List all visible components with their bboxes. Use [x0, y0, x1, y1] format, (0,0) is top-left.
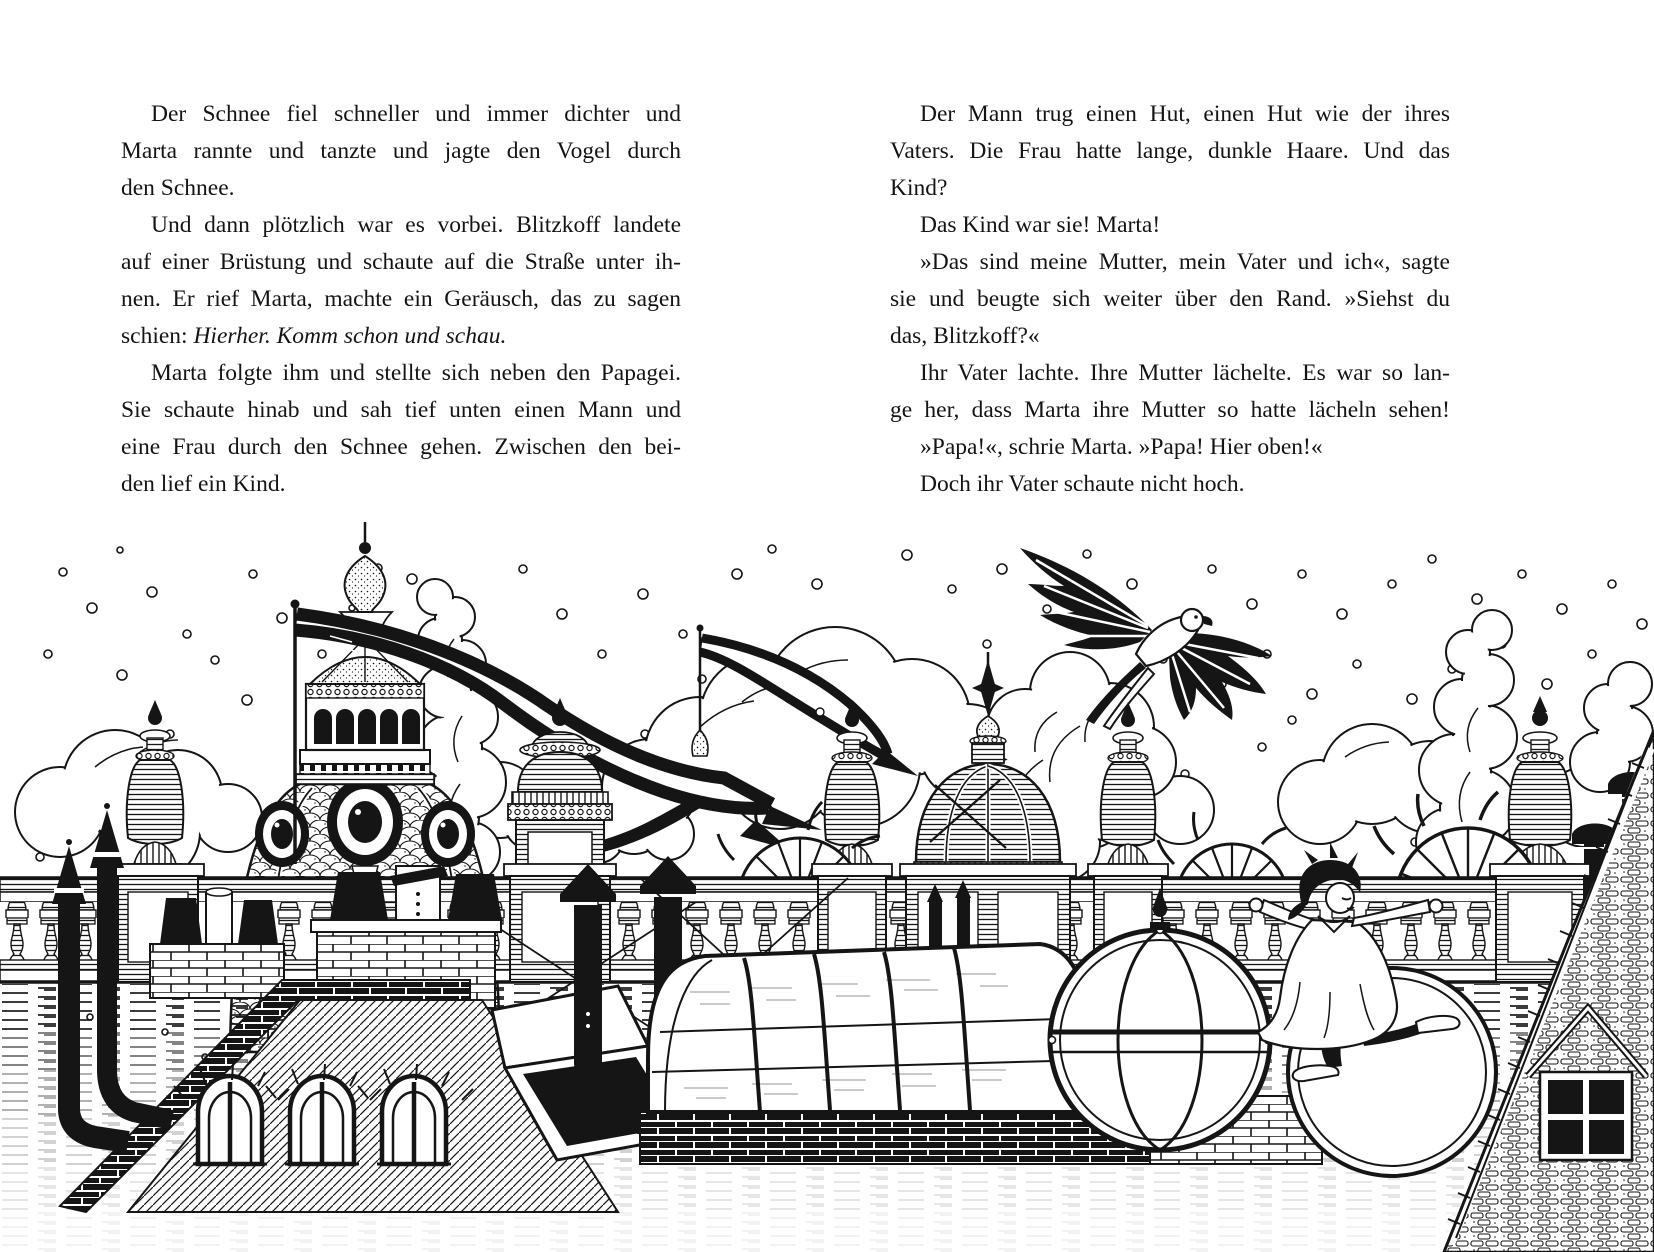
- text-line: nen. Er rief Marta, machte ein Geräusch, das zu sagen: [121, 286, 681, 312]
- text-line: Das Kind war sie! Marta!: [920, 212, 1161, 238]
- text-line: Der Schnee fiel schneller und immer dichter und: [151, 101, 681, 127]
- text-line: das, Blitzkoff?«: [890, 323, 1040, 349]
- text-line: »Das sind meine Mutter, mein Vater und ich«, sagte: [920, 249, 1450, 275]
- text-line: Marta rannte und tanzte und jagte den Vogel durch: [121, 138, 681, 164]
- text-line: Doch ihr Vater schaute nicht hoch.: [920, 471, 1245, 497]
- text-line: Ihr Vater lachte. Ihre Mutter lächelte. Es war so lan-: [920, 360, 1450, 386]
- dome-oculus-left: [255, 801, 309, 867]
- text-line: Marta folgte ihm und stellte sich neben den Papagei.: [151, 360, 681, 386]
- right-page-text: [890, 96, 1450, 503]
- text-line: Kind?: [890, 175, 948, 201]
- brick-chimney-left: [150, 888, 284, 998]
- arched-dormer-windows: [174, 1064, 473, 1164]
- text-line: Der Mann trug einen Hut, einen Hut wie der ihres: [920, 101, 1450, 127]
- text-line: Sie schaute hinab und sah tief unten einen Mann und: [121, 397, 681, 423]
- barrel-greenhouse: [648, 944, 1090, 1112]
- text-line: Vaters. Die Frau hatte lange, dunkle Haare. Und das: [890, 138, 1450, 164]
- text-line: ge her, dass Marta ihre Mutter so hatte lächeln sehen!: [890, 397, 1450, 423]
- text-line: sie und beugte sich weiter über den Rand. »Siehst du: [890, 286, 1450, 312]
- text-line: »Papa!«, schrie Marta. »Papa! Hier oben!«: [920, 434, 1323, 460]
- text-line: den Schnee.: [121, 175, 235, 201]
- left-page-text: [121, 96, 681, 503]
- text-line: Und dann plötzlich war es vorbei. Blitzkoff landete: [151, 212, 681, 238]
- text-line: auf einer Brüstung und schaute auf die Straße unter ih-: [121, 249, 681, 275]
- text-line: den lief ein Kind.: [121, 471, 286, 497]
- text-line: schien: Hierher. Komm schon und schau.: [121, 323, 507, 349]
- text-line: eine Frau durch den Schnee gehen. Zwischen den bei-: [121, 434, 681, 460]
- dome-oculus-right: [421, 801, 475, 867]
- rooftop-illustration: [0, 512, 1654, 1252]
